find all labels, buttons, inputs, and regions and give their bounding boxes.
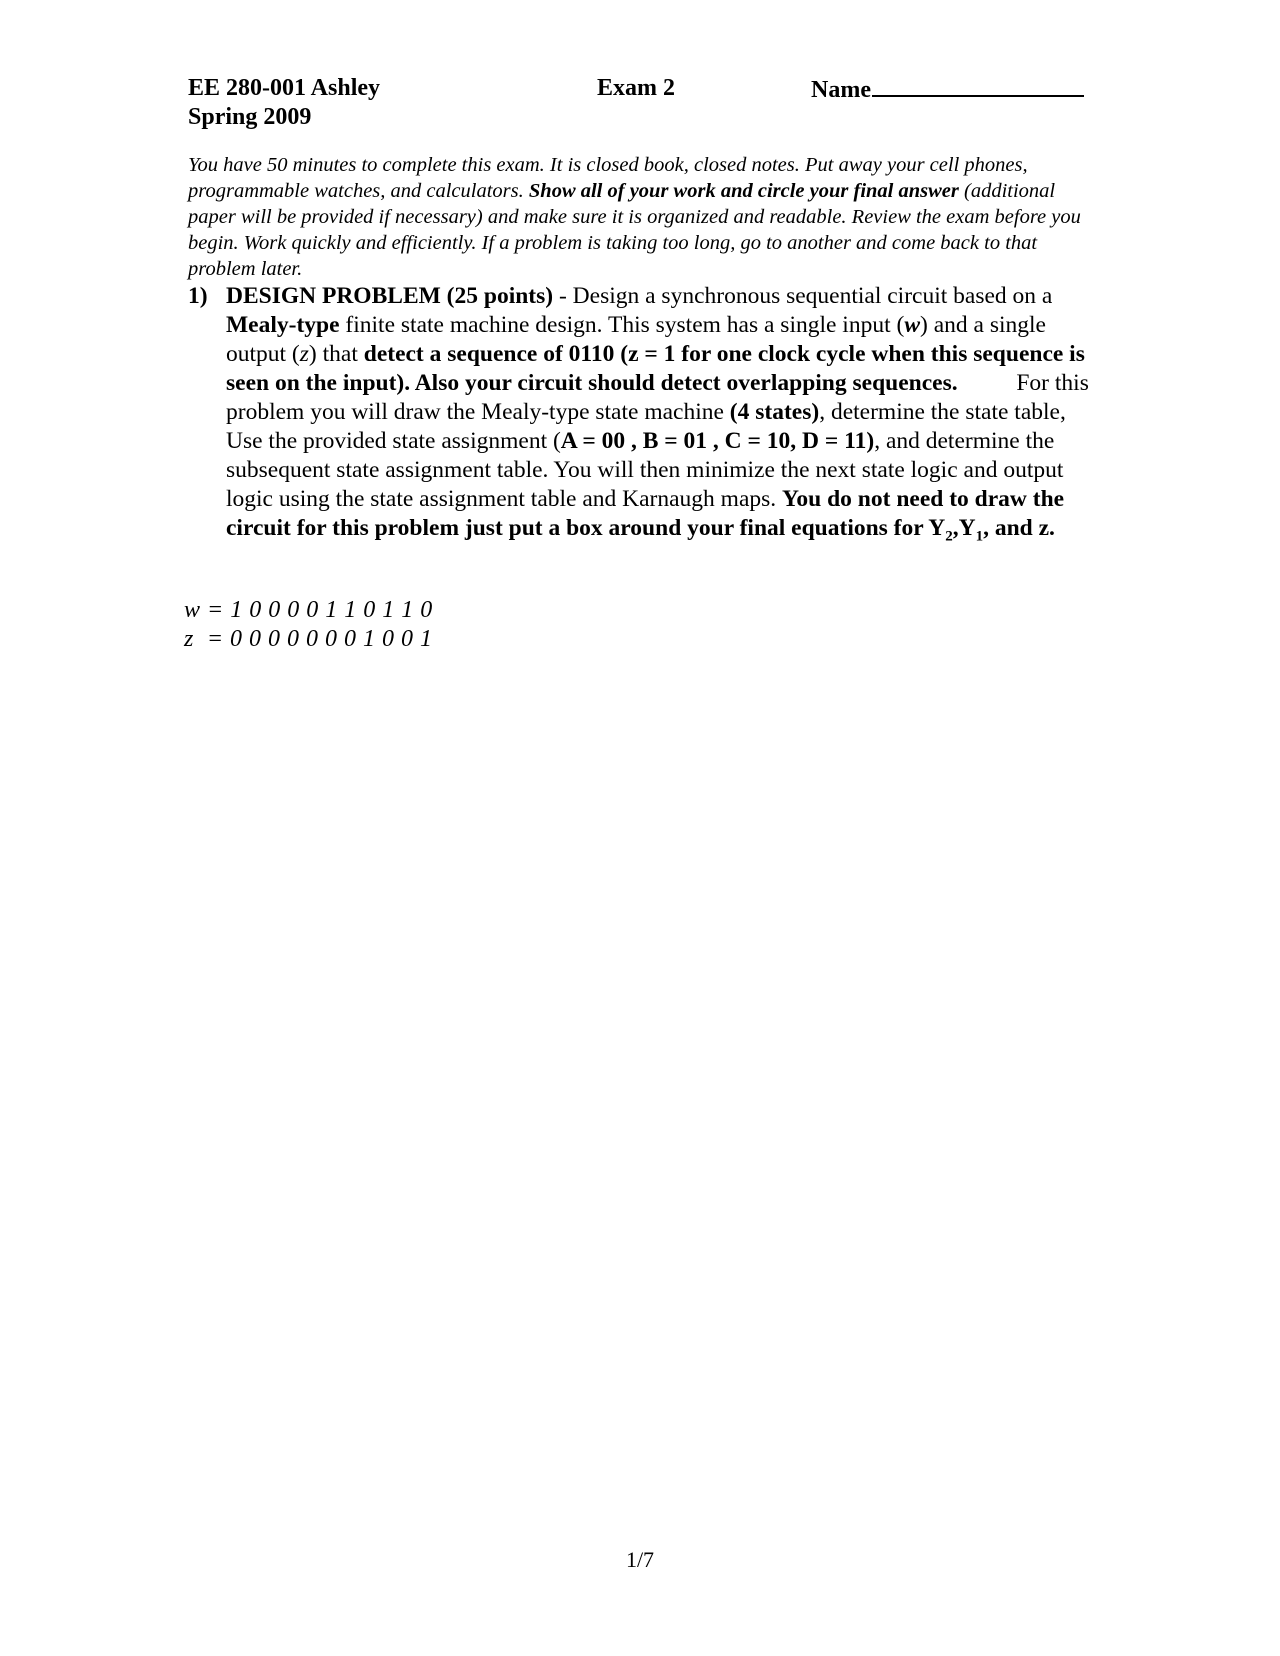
- subscript-2: 2: [945, 528, 953, 545]
- problem-number: 1): [188, 283, 208, 309]
- name-label: Name: [811, 77, 871, 103]
- output-variable: z: [299, 341, 309, 367]
- final-instruction-y1: ,Y: [952, 515, 976, 541]
- problem-text-1: - Design a synchronous sequential circuit based on a: [553, 283, 1053, 309]
- problem-text-4: ) that: [308, 341, 364, 367]
- sequence-requirement: detect a sequence of 0110 (z = 1 for one clock cycle when this sequence is seen on the input). Also your circuit should detect overlapping sequences.: [226, 341, 1085, 396]
- page-number: 1/7: [625, 1547, 655, 1572]
- problem-text-5: For this problem you will draw the Mealy-type state machine: [226, 370, 1095, 425]
- name-blank-line: [872, 74, 1084, 97]
- exam-instructions: [188, 152, 1088, 282]
- problem-1: [188, 282, 1093, 543]
- input-variable: w: [904, 312, 921, 338]
- example-sequences: [184, 596, 433, 654]
- problem-title: DESIGN PROBLEM (25 points): [226, 283, 554, 309]
- problem-text-6: , determine the state table, Use the provided state assignment (: [226, 399, 1066, 454]
- mealy-term: Mealy-type: [226, 312, 340, 338]
- state-count: (4 states): [729, 399, 820, 425]
- z-sequence: z = 0 0 0 0 0 0 0 1 0 0 1: [184, 626, 433, 652]
- instructions-text-1: You have 50 minutes to complete this exam. It is closed book, closed notes. Put away your cell phones, programmable watches, and calculators.: [188, 154, 1028, 202]
- name-field: [811, 74, 1084, 105]
- final-instruction: You do not need to draw the circuit for this problem just put a box around your final equations for Y: [226, 486, 1065, 541]
- state-assignment: A = 00 , B = 01 , C = 10, D = 11): [560, 428, 875, 454]
- term-label: Spring 2009: [188, 104, 312, 130]
- final-instruction-end: , and z.: [983, 515, 1055, 541]
- problem-text: [226, 282, 1093, 543]
- instructions-bold: Show all of your work and circle your final answer: [528, 180, 959, 202]
- w-sequence: w = 1 0 0 0 0 1 1 0 1 1 0: [184, 597, 433, 623]
- subscript-1: 1: [975, 528, 984, 545]
- problem-text-2: finite state machine design. This system has a single input (: [339, 312, 905, 338]
- problem-text-7: , and determine the subsequent state assignment table. You will then minimize the next state logic and output logic using the state assignment table and Karnaugh maps.: [226, 428, 1064, 512]
- course-title: EE 280-001 Ashley: [188, 75, 381, 101]
- problem-text-3: ) and a single output (: [226, 312, 1046, 367]
- instructions-text-2: (additional paper will be provided if necessary) and make sure it is organized and readable. Review the exam before you begin. Work quickly and efficiently. If a problem is taking too long, go to another and come back to that problem later.: [188, 180, 1081, 280]
- exam-title: Exam 2: [597, 75, 675, 101]
